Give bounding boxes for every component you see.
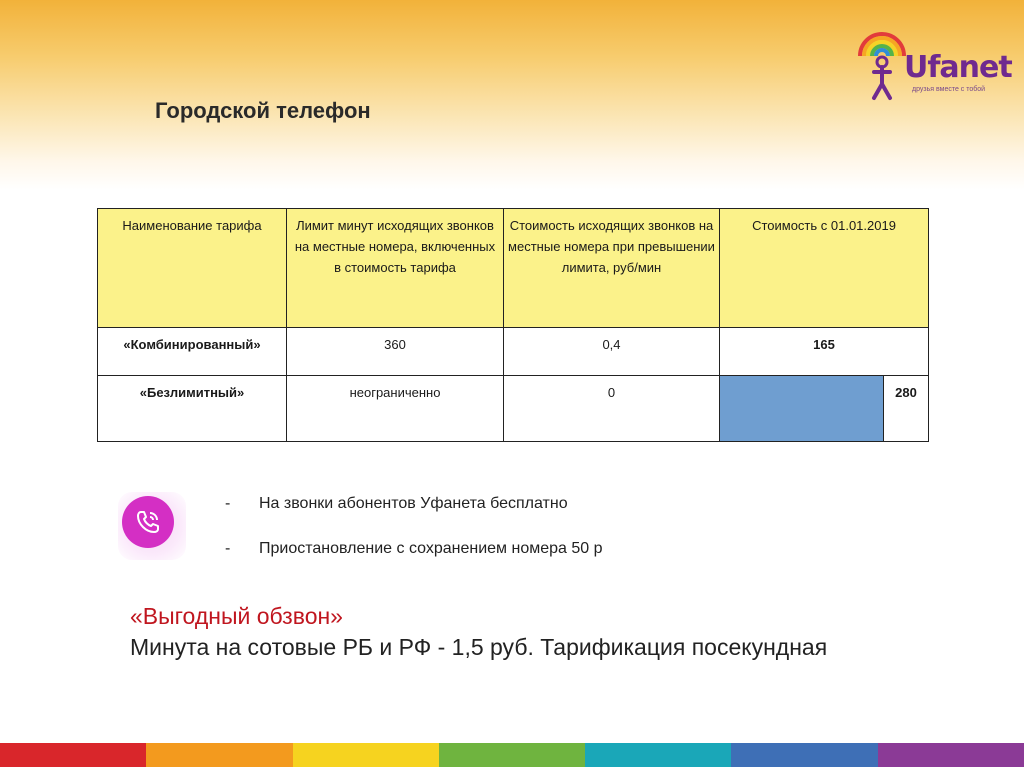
limit-cell: 360: [287, 328, 504, 376]
promo-title: «Выгодный обзвон»: [130, 603, 343, 629]
header-cell: Лимит минут исходящих звонков на местные номера, включенных в стоимость тарифа: [287, 209, 504, 328]
stripe-segment: [293, 743, 439, 767]
note-text: Приостановление с сохранением номера 50 р: [259, 540, 603, 557]
note-text: На звонки абонентов Уфанета бесплатно: [259, 495, 568, 512]
header-cell: Стоимость исходящих звонков на местные номера при превышении лимита, руб/мин: [504, 209, 720, 328]
price-cell: 165: [720, 328, 929, 376]
page-title: Городской телефон: [155, 98, 371, 123]
table-row: [98, 328, 929, 376]
logo-text: Ufanet: [904, 50, 1012, 85]
tariff-name-cell: «Комбинированный»: [98, 328, 287, 376]
ufanet-logo: [852, 26, 1012, 106]
logo-tagline: друзья вместе с тобой: [912, 86, 986, 93]
note-dash: -: [225, 495, 231, 512]
note-item: [225, 495, 568, 513]
phone-call-icon: [122, 496, 174, 548]
stripe-segment: [878, 743, 1024, 767]
table-header-row: [98, 209, 929, 328]
highlight-cell: [720, 376, 884, 442]
overage-cell: 0,4: [504, 328, 720, 376]
bottom-color-stripe: [0, 743, 1024, 767]
note-item: [225, 540, 603, 558]
limit-cell: неограниченно: [287, 376, 504, 442]
header-cell: Наименование тарифа: [98, 209, 287, 328]
stripe-segment: [731, 743, 877, 767]
tariff-table: [97, 208, 929, 442]
table-row: [98, 376, 929, 442]
stripe-segment: [0, 743, 146, 767]
stripe-segment: [585, 743, 731, 767]
price-cell: 280: [884, 376, 929, 442]
rainbow-figure-icon: [852, 26, 912, 104]
tariff-name-cell: «Безлимитный»: [98, 376, 287, 442]
note-dash: -: [225, 540, 231, 557]
stripe-segment: [146, 743, 292, 767]
stripe-segment: [439, 743, 585, 767]
phone-badge: [118, 492, 186, 560]
header-cell: Стоимость с 01.01.2019: [720, 209, 929, 328]
overage-cell: 0: [504, 376, 720, 442]
promo-text: Минута на сотовые РБ и РФ - 1,5 руб. Тарификация посекундная: [130, 634, 828, 660]
